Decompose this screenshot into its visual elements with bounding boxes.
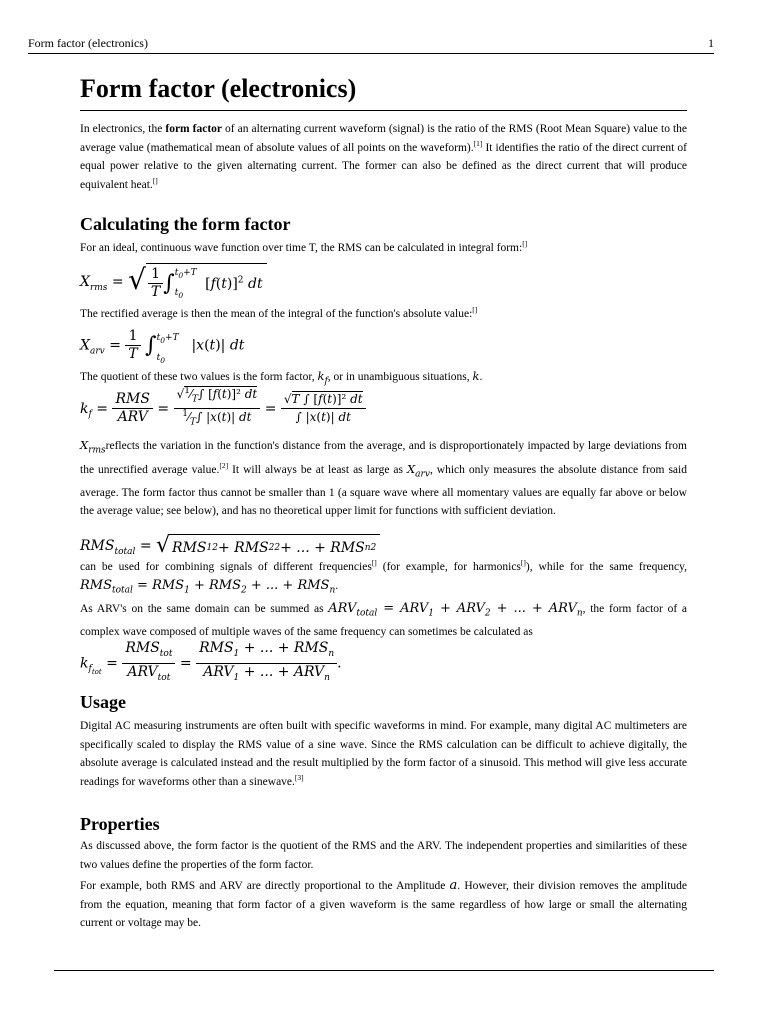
eq-subscript: total — [114, 546, 136, 557]
radicand — [146, 263, 267, 301]
math-k: k — [472, 369, 480, 383]
integral-sign: ∫ — [163, 271, 175, 296]
text: For an ideal, continuous wave function over time T, the RMS can be calculated in integral form: — [80, 242, 523, 254]
math-sub: rms — [88, 445, 106, 456]
calc-paragraph-2 — [80, 305, 687, 324]
eq-limit: t0+T — [156, 332, 179, 345]
intro-paragraph — [80, 120, 687, 194]
fraction — [112, 391, 152, 426]
eq-body: $[f(t)]^2$ dt — [205, 274, 263, 292]
running-header — [28, 35, 714, 54]
eq-operator: = — [179, 655, 197, 672]
citation-link[interactable]: [] — [522, 239, 528, 249]
integral-sign: ∫ — [145, 333, 157, 358]
radicand: RMS 1 2 + RMS 2 2 + ... + RMS n 2 — [170, 534, 380, 558]
math-x: X — [406, 461, 416, 476]
calc-paragraph-5 — [80, 558, 687, 600]
eq-symbol: X — [80, 274, 90, 290]
eq-subscript — [88, 664, 101, 674]
calc-paragraph-1 — [80, 239, 687, 258]
eq-operator: = — [109, 337, 126, 354]
inline-equation-arv-sum: $ARV_{total} = ARV_1 + ARV_2$ + ... + $ARV_n$ — [328, 601, 583, 619]
eq-symbol: k — [80, 655, 89, 672]
fraction: $\frac{RMS_{tot}}{ARV_{tot}}$ — [122, 640, 175, 687]
text: It will always be at least as large as — [228, 463, 407, 476]
eq-operator: = — [96, 400, 113, 417]
intro-text: In electronics, the — [80, 123, 166, 135]
equation-rms-integral — [80, 263, 267, 301]
usage-paragraph — [80, 717, 687, 791]
text: For example, both RMS and ARV are directly proportional to the Amplitude — [80, 880, 450, 892]
citation-link[interactable]: [1] — [473, 138, 483, 148]
text: . However, their division removes the amplitude from the equation, meaning that form factor of a given waveform is the same regardless of how large or small the alternating current or voltage may be. — [80, 880, 687, 930]
citation-link[interactable]: [] — [520, 558, 526, 568]
text: . — [335, 579, 339, 592]
fraction: $\frac{1}{T}$ — [148, 266, 163, 301]
eq-operator: = — [264, 400, 281, 417]
text: , or in unambiguous situations, — [327, 371, 473, 383]
eq-symbol: k — [80, 400, 89, 417]
eq-den: ARV — [117, 409, 148, 426]
eq-symbol: RMS — [80, 538, 115, 554]
fraction: $\frac{1}{T}$ — [125, 328, 140, 363]
eq-operator: = — [157, 400, 174, 417]
page-number: 1 — [708, 36, 714, 50]
eq-subscript: arv — [89, 346, 105, 357]
radical-sign: √ — [156, 533, 171, 558]
inline-equation-rms-sum: $RMS_{total} = RMS_1 + RMS_2$ + ... + $RMS_n$ — [80, 577, 336, 596]
properties-paragraph-1: As discussed above, the form factor is the quotient of the RMS and the ARV. The independent properties and similarities of these two values define the properties of the form factor. — [80, 840, 687, 871]
radical-sign: √ — [128, 263, 146, 296]
sqrt-symbol — [128, 263, 267, 301]
text: (for example, for harmonics — [376, 561, 521, 573]
math-sub: f — [324, 376, 328, 387]
section-heading-usage: Usage — [80, 692, 126, 712]
equation-form-factor — [80, 386, 366, 432]
math-x: X — [80, 438, 89, 452]
eq-limit: $t_0+T$ — [174, 267, 197, 280]
fraction: $\frac{√^1⁄_T\int [f(t)]^2 dt}{^1⁄_T\int |x(t)| dt}$ — [174, 386, 261, 432]
eq-limit: $t_0$ — [174, 287, 184, 300]
text: ), while for the same frequency, — [525, 561, 687, 573]
eq-subscript-f: f — [88, 664, 92, 675]
citation-link[interactable]: [] — [472, 305, 478, 315]
page-title: Form factor (electronics) — [80, 72, 687, 111]
text: , which only measures the absolute distance from said average. The form factor thus cannot be smaller than 1 (a square wave where all momentary values are equally far above or below the average value; see below), and has no theoretical upper limit for functions with sufficient deviation. — [80, 463, 687, 518]
running-header-title: Form factor (electronics) — [28, 36, 148, 50]
eq-operator: = — [106, 655, 123, 672]
eq-subscript: rms — [89, 282, 108, 293]
calc-paragraph-4 — [80, 436, 687, 521]
text: . — [479, 371, 483, 383]
math-kf: k — [317, 369, 325, 383]
text: reflects the variation in the function's distance from the average, and is disproportionately impacted by large deviations from the unrectified average value. — [80, 440, 687, 476]
section-heading-properties: Properties — [80, 814, 160, 834]
footer-rule — [54, 970, 714, 971]
eq-subscript-tot: tot — [91, 667, 102, 676]
text: The quotient of these two values is the form factor, — [80, 371, 318, 383]
eq-operator: = — [111, 274, 129, 290]
intro-text: It identifies the ratio of the direct current of equal power relative to the given alternating current. The former can also be defined as the direct current that will produce equivalent heat. — [80, 141, 687, 191]
equation-kf-total: $k_{f_{tot}}$ = $\frac{RMS_{tot}}{ARV_{tot}}$ = $\frac{RMS_1 + ... + RMS_n}{ARV_1 + ... + ARV_n}$ . — [80, 640, 342, 687]
text: Digital AC measuring instruments are often built with specific waveforms in mind. For example, many digital AC multimeters are specifically scaled to display the RMS value of a sine wave. Since the RMS calculation can be difficult to achieve digitally, the absolute average is calculated instead and the result multiplied by the form factor of a sinusoid. This method will give less accurate readings for waveforms other than a sinewave. — [80, 720, 687, 788]
equation-rms-total — [80, 534, 380, 558]
intro-bold-term: form factor — [165, 123, 223, 135]
eq-subscript: f — [88, 409, 92, 420]
intro-text: of an alternating current waveform (signal) is the ratio of the RMS (Root Mean Square) value to the average value (mathematical mean of absolute values of all points on the waveform). — [80, 123, 688, 154]
calc-paragraph-6 — [80, 600, 687, 642]
fraction: $\frac{\text{√T ∫ [f(t)]² dt}}{\int |x(t)| dt}$ — [281, 391, 366, 426]
equation-arv-integral — [80, 328, 244, 363]
citation-link[interactable]: [] — [371, 558, 377, 568]
fraction: $\frac{RMS_1 + ... + RMS_n}{ARV_1 + ... + ARV_n}$ — [196, 640, 337, 687]
citation-link[interactable]: [2] — [219, 461, 229, 471]
math-a: a — [449, 878, 458, 893]
sqrt-symbol — [156, 534, 380, 558]
text: can be used for combining signals of different frequencies — [80, 561, 372, 573]
text: As ARV's on the same domain can be summed as — [80, 603, 329, 615]
properties-paragraph-2 — [80, 877, 687, 933]
section-heading-calculating: Calculating the form factor — [80, 214, 291, 234]
eq-operator: = — [139, 538, 157, 554]
math-sub: arv — [415, 469, 430, 480]
eq-num: RMS — [112, 391, 152, 409]
text: , the form factor of a complex wave composed of multiple waves of the same frequency can sometimes be calculated as — [80, 603, 688, 639]
citation-link[interactable]: [3] — [294, 772, 304, 782]
eq-limit: t0 — [156, 352, 165, 365]
eq-symbol: X — [80, 337, 90, 354]
citation-link[interactable]: [] — [152, 175, 158, 185]
text: The rectified average is then the mean of the integral of the function's absolute value: — [80, 308, 473, 320]
eq-body: |x(t)| dt — [191, 337, 245, 354]
